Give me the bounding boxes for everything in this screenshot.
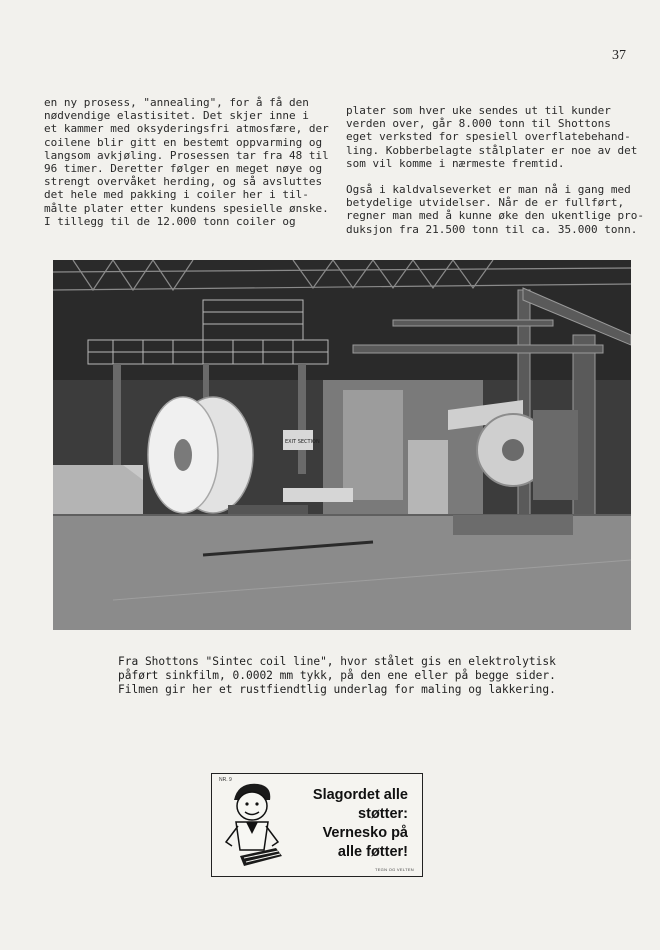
exit-section-sign: EXIT SECTION <box>285 439 320 445</box>
text-line: strengt overvåket herding, og så avsluttes <box>44 175 323 189</box>
left-text-column <box>44 96 329 228</box>
slogan-line: alle føtter! <box>337 844 408 860</box>
text-line: coilene blir gitt en bestemt oppvarming og <box>44 135 323 149</box>
caption-line: Filmen gir her et rustfiendtlig underlag for maling og lakkering. <box>118 683 556 696</box>
text-line: duksjon fra 21.500 tonn til ca. 35.000 tonn. <box>346 222 638 236</box>
ad-number-badge: NR. 9 <box>219 777 232 783</box>
text-line: 96 timer. Deretter følger en meget nøye og <box>44 162 323 176</box>
text-line: betydelige utvidelser. Når de er fullført, <box>346 196 625 210</box>
text-line: plater som hver uke sendes ut til kunder <box>346 104 611 117</box>
slogan-line: Slagordet alle <box>312 787 408 803</box>
caption-line: Fra Shottons "Sintec coil line", hvor stålet gis en elektrolytisk <box>118 655 556 668</box>
right-text-column <box>346 104 644 236</box>
photo-caption <box>118 655 556 697</box>
caption-line: påført sinkfilm, 0.0002 mm tykk, på den ene eller på begge sider. <box>118 669 556 682</box>
page-number: 37 <box>612 48 626 63</box>
text-line: langsom avkjøling. Prosessen tar fra 48 til <box>44 148 329 162</box>
slogan-line: støtter: <box>358 806 408 822</box>
text-line: målte plater etter kundens spesielle ønske. <box>44 201 329 215</box>
ad-credit: TEGN OG VELTEN <box>374 867 414 872</box>
text-line: nødvendige elastisitet. Det skjer inne i <box>44 109 309 123</box>
text-line: Også i kaldvalseverket er man nå i gang med <box>346 183 631 197</box>
text-line: eget verksted for spesiell overflatebehand- <box>346 130 631 144</box>
text-line: et kammer med oksyderingsfri atmosfære, der <box>44 122 329 136</box>
text-line: som vil komme i nærmeste fremtid. <box>346 156 565 170</box>
text-line: verden over, går 8.000 tonn til Shottons <box>346 117 611 131</box>
slogan-line: Vernesko på <box>322 825 408 841</box>
text-line: det hele med pakking i coiler her i til- <box>44 188 309 202</box>
text-line: en ny prosess, "annealing", for å få den <box>44 96 309 109</box>
safety-shoe-ad <box>211 773 423 877</box>
paragraph-gap <box>346 170 644 183</box>
ad-slogan <box>313 786 408 862</box>
worker-figure-illustration <box>216 778 296 876</box>
text-line: I tillegg til de 12.000 tonn coiler og <box>44 214 296 228</box>
text-line: ling. Kobberbelagte stålplater er noe av det <box>346 143 638 157</box>
factory-photo <box>53 260 631 630</box>
text-line: regner man med å kunne øke den ukentlige pro- <box>346 209 645 223</box>
